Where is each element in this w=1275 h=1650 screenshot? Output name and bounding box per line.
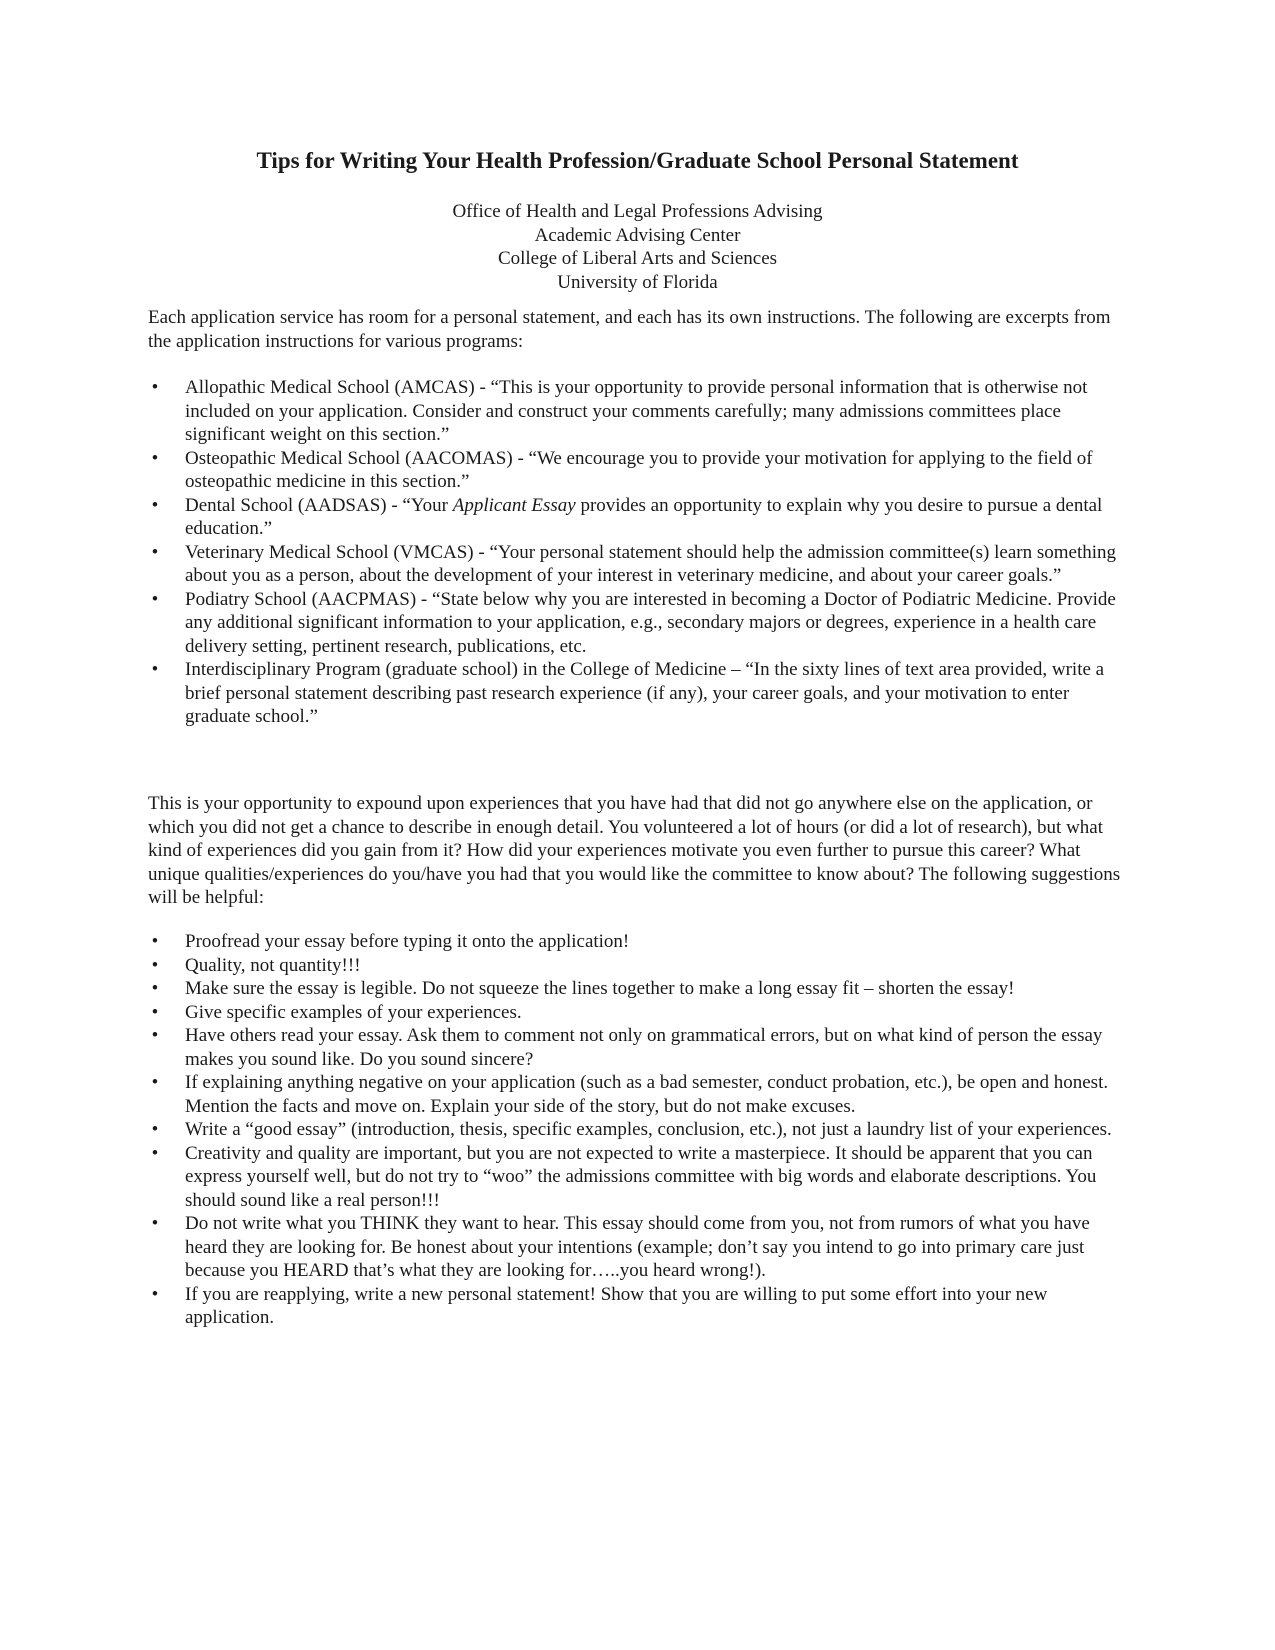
list-item	[148, 1024, 1128, 1071]
program-vmcas-text: Veterinary Medical School (VMCAS) - “Your personal statement should help the admission committee(s) learn something about you as a person, about the development of your interest in veterinary medicine, and about your career goals.”	[185, 541, 1116, 586]
list-item	[148, 930, 1128, 954]
suggestion-text: Do not write what you THINK they want to hear. This essay should come from you, not from rumors of what you have heard they are looking for. Be honest about your intentions (example; don’t say you intend to go into primary care just because you HEARD that’s what they are looking for…..you heard wrong!).	[185, 1213, 1090, 1281]
program-interdisciplinary-text: Interdisciplinary Program (graduate school) in the College of Medicine – “In the sixty lines of text area provided, write a brief personal statement describing past research experience (if any), your career goals, and your motivation to enter graduate school.”	[185, 659, 1105, 727]
bullet-icon: •	[151, 494, 159, 516]
bullet-icon: •	[151, 659, 159, 680]
program-instructions-list	[148, 376, 1128, 729]
bullet-icon: •	[151, 377, 159, 398]
bullet-icon: •	[151, 588, 159, 610]
suggestion-text: If explaining anything negative on your application (such as a bad semester, conduct probation, etc.), be open and honest. Mention the facts and move on. Explain your side of the story, but do not make excuses.	[185, 1072, 1109, 1117]
list-item	[148, 658, 1128, 729]
list-item	[148, 541, 1128, 588]
list-item	[148, 1212, 1128, 1283]
program-aadsas-prefix: Dental School (AADSAS) - “Your	[185, 494, 453, 516]
list-item	[148, 1071, 1128, 1118]
bullet-icon: •	[151, 1072, 159, 1093]
suggestion-text: Write a “good essay” (introduction, thesis, specific examples, conclusion, etc.), not just a laundry list of your experiences.	[185, 1119, 1112, 1140]
program-aadsas-suffix: provides an opportunity to explain why you desire to pursue a dental education.”	[185, 494, 1103, 539]
college-name: College of Liberal Arts and Sciences	[497, 248, 778, 269]
intro-paragraph: Each application service has room for a personal statement, and each has its own instructions. The following are excerpts from the application instructions for various programs:	[148, 307, 1111, 352]
center-name: Academic Advising Center	[534, 224, 741, 246]
opportunity-paragraph: This is your opportunity to expound upon experiences that you have had that did not go anywhere else on the application, or which you did not get a chance to describe in enough detail. You volunteered a lot of hours (or did a lot of research), but what kind of experiences did you gain from it? How did your experiences motivate you even further to pursue this career? What unique qualities/experiences do you/have you had that you would like the committee to know about? The following suggestions will be helpful:	[148, 793, 1121, 908]
suggestion-text: Give specific examples of your experiences.	[185, 1001, 522, 1023]
bullet-icon: •	[151, 447, 159, 469]
bullet-icon: •	[151, 1283, 159, 1305]
list-item	[148, 447, 1128, 494]
suggestions-list	[148, 930, 1128, 1330]
list-item	[148, 376, 1128, 447]
university-name: University of Florida	[557, 271, 718, 293]
program-aadsas-text	[185, 495, 1102, 540]
list-item	[148, 954, 1128, 978]
bullet-icon: •	[151, 1025, 159, 1046]
list-item	[148, 1142, 1128, 1213]
list-item	[148, 977, 1128, 1001]
suggestion-text: If you are reapplying, write a new personal statement! Show that you are willing to put some effort into your new application.	[185, 1283, 1048, 1328]
list-item	[148, 494, 1128, 541]
bullet-icon: •	[151, 541, 159, 563]
program-amcas-text: Allopathic Medical School (AMCAS) - “This is your opportunity to provide personal information that is otherwise not included on your application. Consider and construct your comments carefully; many admissions committees place significant weight on this section.”	[185, 377, 1088, 445]
bullet-icon: •	[151, 1001, 159, 1023]
bullet-icon: •	[151, 978, 159, 999]
office-address-block	[0, 200, 1275, 294]
list-item	[148, 1118, 1128, 1142]
bullet-icon: •	[151, 1142, 159, 1164]
suggestion-text: Proofread your essay before typing it onto the application!	[185, 931, 630, 952]
bullet-icon: •	[151, 1119, 159, 1140]
suggestion-text: Have others read your essay. Ask them to comment not only on grammatical errors, but on what kind of person the essay makes you sound like. Do you sound sincere?	[185, 1025, 1103, 1070]
office-name: Office of Health and Legal Professions Advising	[452, 201, 823, 222]
suggestion-text: Creativity and quality are important, but you are not expected to write a masterpiece. It should be apparent that you can express yourself well, but do not try to “woo” the admissions committee with big words and elaborate descriptions. You should sound like a real person!!!	[185, 1142, 1097, 1211]
list-item	[148, 588, 1128, 659]
page-title: Tips for Writing Your Health Profession/Graduate School Personal Statement	[256, 148, 1019, 173]
suggestion-text: Quality, not quantity!!!	[185, 954, 361, 976]
program-aacomas-text: Osteopathic Medical School (AACOMAS) - “We encourage you to provide your motivation for applying to the field of osteopathic medicine in this section.”	[185, 447, 1093, 492]
suggestion-text: Make sure the essay is legible. Do not squeeze the lines together to make a long essay fit – shorten the essay!	[185, 978, 1015, 999]
bullet-icon: •	[151, 954, 159, 976]
program-aacpmas-text: Podiatry School (AACPMAS) - “State below why you are interested in becoming a Doctor of Podiatric Medicine. Provide any additional significant information to your application, e.g., secondary majors or degrees, experience in a health care delivery setting, pertinent research, publications, etc.	[185, 588, 1116, 657]
list-item	[148, 1001, 1128, 1025]
applicant-essay-term: Applicant Essay	[452, 494, 576, 516]
bullet-icon: •	[151, 931, 159, 952]
bullet-icon: •	[151, 1213, 159, 1234]
list-item	[148, 1283, 1128, 1330]
